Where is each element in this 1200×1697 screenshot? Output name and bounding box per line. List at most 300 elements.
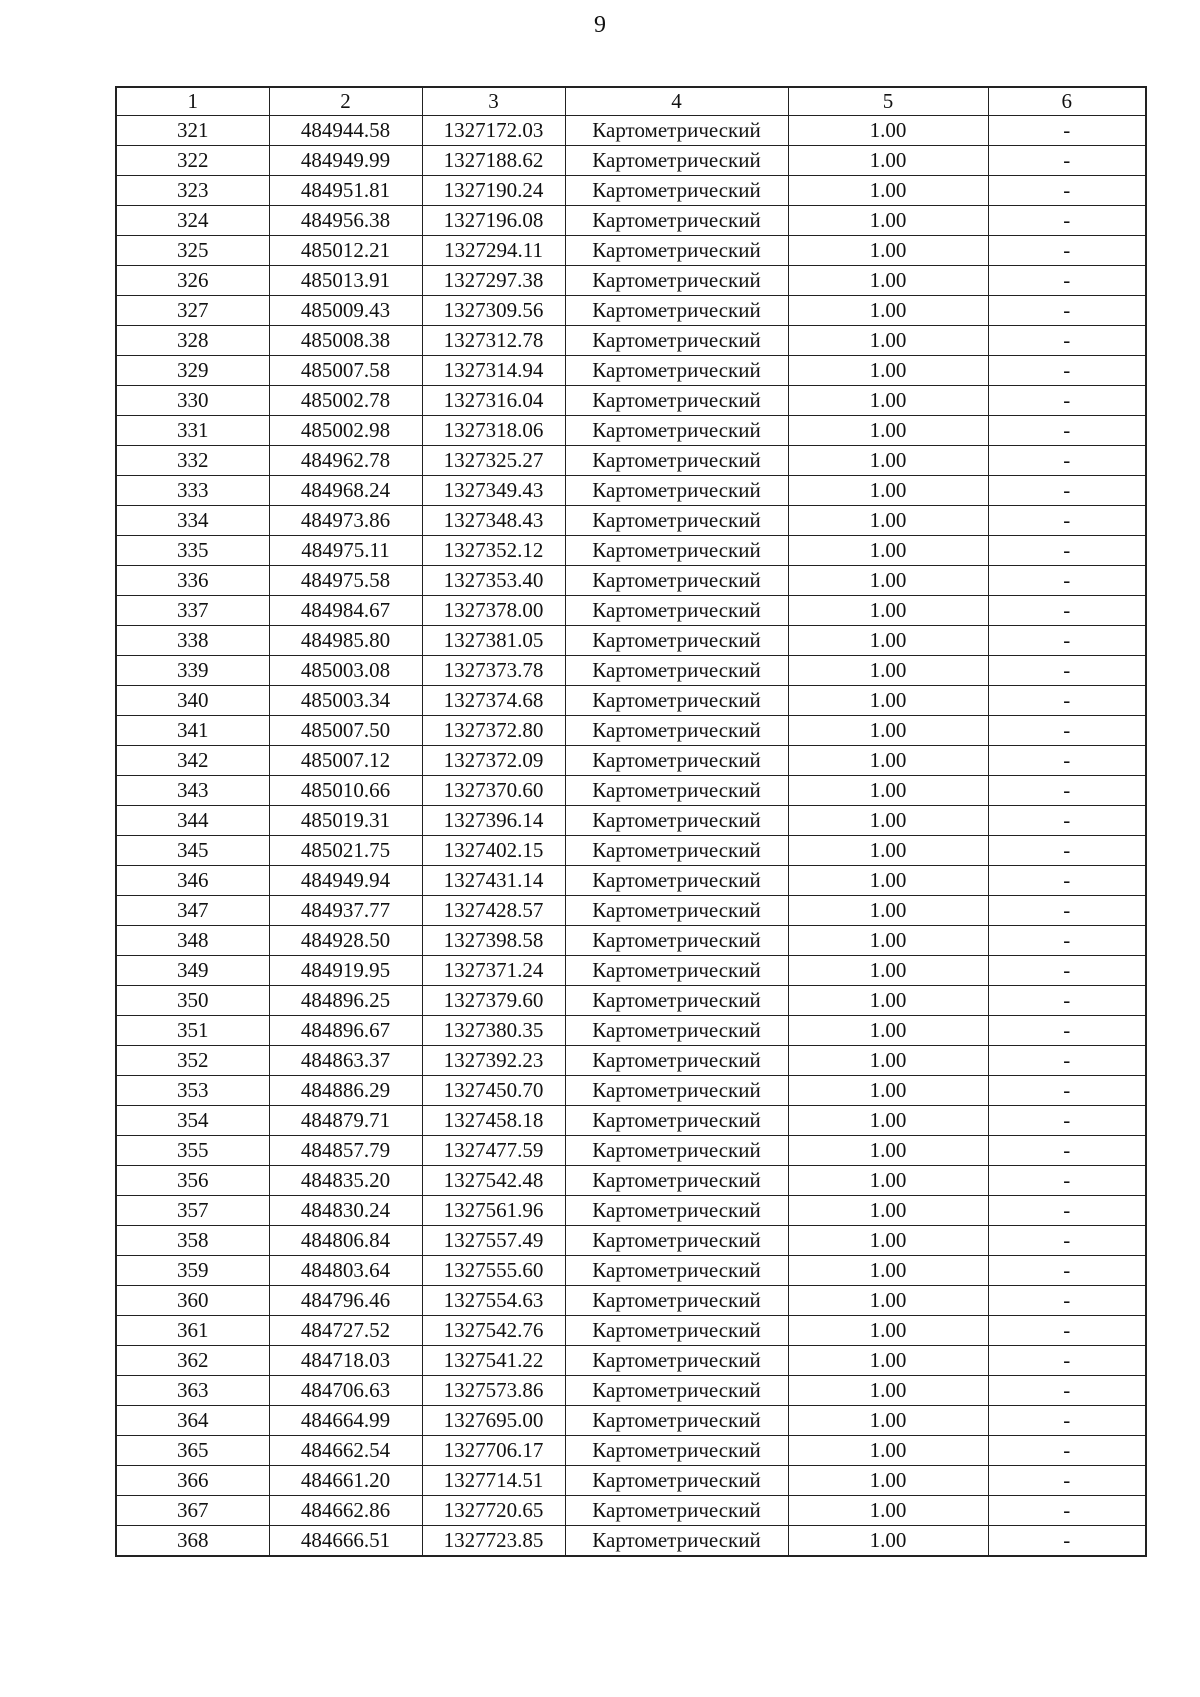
method-cell: Картометрический — [565, 476, 788, 506]
method-cell: Картометрический — [565, 536, 788, 566]
table-row — [116, 836, 1146, 866]
note-cell: - — [988, 146, 1146, 176]
note-cell: - — [988, 986, 1146, 1016]
method-cell: Картометрический — [565, 326, 788, 356]
accuracy-cell: 1.00 — [788, 1346, 988, 1376]
table-row — [116, 326, 1146, 356]
note-cell: - — [988, 626, 1146, 656]
method-cell: Картометрический — [565, 1106, 788, 1136]
accuracy-cell: 1.00 — [788, 716, 988, 746]
accuracy-cell: 1.00 — [788, 1166, 988, 1196]
table-row — [116, 596, 1146, 626]
x-coordinate-cell: 484803.64 — [269, 1256, 422, 1286]
y-coordinate-cell: 1327714.51 — [422, 1466, 565, 1496]
note-cell: - — [988, 1256, 1146, 1286]
x-coordinate-cell: 484666.51 — [269, 1526, 422, 1557]
method-cell: Картометрический — [565, 836, 788, 866]
method-cell: Картометрический — [565, 1436, 788, 1466]
y-coordinate-cell: 1327349.43 — [422, 476, 565, 506]
y-coordinate-cell: 1327392.23 — [422, 1046, 565, 1076]
x-coordinate-cell: 484896.67 — [269, 1016, 422, 1046]
table-row — [116, 176, 1146, 206]
method-cell: Картометрический — [565, 896, 788, 926]
table-row — [116, 686, 1146, 716]
table-row — [116, 1376, 1146, 1406]
point-number-cell: 336 — [116, 566, 269, 596]
x-coordinate-cell: 484718.03 — [269, 1346, 422, 1376]
point-number-cell: 357 — [116, 1196, 269, 1226]
accuracy-cell: 1.00 — [788, 1226, 988, 1256]
note-cell: - — [988, 446, 1146, 476]
x-coordinate-cell: 485003.08 — [269, 656, 422, 686]
method-cell: Картометрический — [565, 206, 788, 236]
accuracy-cell: 1.00 — [788, 206, 988, 236]
note-cell: - — [988, 536, 1146, 566]
note-cell: - — [988, 176, 1146, 206]
point-number-cell: 342 — [116, 746, 269, 776]
table-row — [116, 206, 1146, 236]
table-row — [116, 626, 1146, 656]
method-cell: Картометрический — [565, 926, 788, 956]
method-cell: Картометрический — [565, 1346, 788, 1376]
point-number-cell: 350 — [116, 986, 269, 1016]
note-cell: - — [988, 776, 1146, 806]
accuracy-cell: 1.00 — [788, 416, 988, 446]
note-cell: - — [988, 1466, 1146, 1496]
note-cell: - — [988, 866, 1146, 896]
method-cell: Картометрический — [565, 596, 788, 626]
point-number-cell: 347 — [116, 896, 269, 926]
x-coordinate-cell: 484949.99 — [269, 146, 422, 176]
coordinates-table — [115, 86, 1147, 1557]
column-header: 2 — [269, 87, 422, 116]
accuracy-cell: 1.00 — [788, 1496, 988, 1526]
x-coordinate-cell: 484664.99 — [269, 1406, 422, 1436]
method-cell: Картометрический — [565, 1526, 788, 1557]
table-row — [116, 806, 1146, 836]
accuracy-cell: 1.00 — [788, 1076, 988, 1106]
point-number-cell: 334 — [116, 506, 269, 536]
table-row — [116, 236, 1146, 266]
table-row — [116, 1406, 1146, 1436]
point-number-cell: 349 — [116, 956, 269, 986]
point-number-cell: 331 — [116, 416, 269, 446]
point-number-cell: 324 — [116, 206, 269, 236]
accuracy-cell: 1.00 — [788, 1106, 988, 1136]
method-cell: Картометрический — [565, 1226, 788, 1256]
x-coordinate-cell: 485021.75 — [269, 836, 422, 866]
note-cell: - — [988, 1046, 1146, 1076]
x-coordinate-cell: 484968.24 — [269, 476, 422, 506]
point-number-cell: 330 — [116, 386, 269, 416]
method-cell: Картометрический — [565, 806, 788, 836]
y-coordinate-cell: 1327309.56 — [422, 296, 565, 326]
table-row — [116, 866, 1146, 896]
method-cell: Картометрический — [565, 986, 788, 1016]
accuracy-cell: 1.00 — [788, 266, 988, 296]
note-cell: - — [988, 326, 1146, 356]
y-coordinate-cell: 1327557.49 — [422, 1226, 565, 1256]
y-coordinate-cell: 1327381.05 — [422, 626, 565, 656]
table-row — [116, 386, 1146, 416]
table-row — [116, 1046, 1146, 1076]
point-number-cell: 332 — [116, 446, 269, 476]
method-cell: Картометрический — [565, 1316, 788, 1346]
table-row — [116, 146, 1146, 176]
method-cell: Картометрический — [565, 176, 788, 206]
x-coordinate-cell: 484706.63 — [269, 1376, 422, 1406]
y-coordinate-cell: 1327561.96 — [422, 1196, 565, 1226]
accuracy-cell: 1.00 — [788, 1436, 988, 1466]
y-coordinate-cell: 1327402.15 — [422, 836, 565, 866]
note-cell: - — [988, 1376, 1146, 1406]
x-coordinate-cell: 485003.34 — [269, 686, 422, 716]
accuracy-cell: 1.00 — [788, 1046, 988, 1076]
point-number-cell: 361 — [116, 1316, 269, 1346]
x-coordinate-cell: 484944.58 — [269, 116, 422, 146]
table-row — [116, 1286, 1146, 1316]
x-coordinate-cell: 485009.43 — [269, 296, 422, 326]
method-cell: Картометрический — [565, 116, 788, 146]
note-cell: - — [988, 1196, 1146, 1226]
y-coordinate-cell: 1327555.60 — [422, 1256, 565, 1286]
point-number-cell: 352 — [116, 1046, 269, 1076]
y-coordinate-cell: 1327318.06 — [422, 416, 565, 446]
accuracy-cell: 1.00 — [788, 1016, 988, 1046]
y-coordinate-cell: 1327353.40 — [422, 566, 565, 596]
note-cell: - — [988, 746, 1146, 776]
x-coordinate-cell: 485007.58 — [269, 356, 422, 386]
method-cell: Картометрический — [565, 1136, 788, 1166]
point-number-cell: 326 — [116, 266, 269, 296]
accuracy-cell: 1.00 — [788, 386, 988, 416]
point-number-cell: 366 — [116, 1466, 269, 1496]
y-coordinate-cell: 1327720.65 — [422, 1496, 565, 1526]
note-cell: - — [988, 1076, 1146, 1106]
point-number-cell: 348 — [116, 926, 269, 956]
page-number: 9 — [594, 12, 606, 38]
x-coordinate-cell: 484937.77 — [269, 896, 422, 926]
method-cell: Картометрический — [565, 686, 788, 716]
note-cell: - — [988, 656, 1146, 686]
point-number-cell: 359 — [116, 1256, 269, 1286]
column-header: 6 — [988, 87, 1146, 116]
accuracy-cell: 1.00 — [788, 476, 988, 506]
x-coordinate-cell: 484661.20 — [269, 1466, 422, 1496]
table-row — [116, 1346, 1146, 1376]
point-number-cell: 351 — [116, 1016, 269, 1046]
table-row — [116, 1496, 1146, 1526]
method-cell: Картометрический — [565, 1406, 788, 1436]
note-cell: - — [988, 1166, 1146, 1196]
point-number-cell: 368 — [116, 1526, 269, 1557]
point-number-cell: 333 — [116, 476, 269, 506]
accuracy-cell: 1.00 — [788, 566, 988, 596]
note-cell: - — [988, 806, 1146, 836]
x-coordinate-cell: 485002.98 — [269, 416, 422, 446]
table-row — [116, 1436, 1146, 1466]
x-coordinate-cell: 484928.50 — [269, 926, 422, 956]
point-number-cell: 344 — [116, 806, 269, 836]
note-cell: - — [988, 1526, 1146, 1557]
method-cell: Картометрический — [565, 356, 788, 386]
point-number-cell: 346 — [116, 866, 269, 896]
point-number-cell: 321 — [116, 116, 269, 146]
column-header: 5 — [788, 87, 988, 116]
point-number-cell: 339 — [116, 656, 269, 686]
note-cell: - — [988, 596, 1146, 626]
method-cell: Картометрический — [565, 1076, 788, 1106]
point-number-cell: 325 — [116, 236, 269, 266]
note-cell: - — [988, 266, 1146, 296]
accuracy-cell: 1.00 — [788, 1406, 988, 1436]
y-coordinate-cell: 1327371.24 — [422, 956, 565, 986]
table-row — [116, 356, 1146, 386]
y-coordinate-cell: 1327380.35 — [422, 1016, 565, 1046]
table-row — [116, 1076, 1146, 1106]
point-number-cell: 343 — [116, 776, 269, 806]
y-coordinate-cell: 1327450.70 — [422, 1076, 565, 1106]
accuracy-cell: 1.00 — [788, 446, 988, 476]
y-coordinate-cell: 1327695.00 — [422, 1406, 565, 1436]
point-number-cell: 354 — [116, 1106, 269, 1136]
table-row — [116, 116, 1146, 146]
accuracy-cell: 1.00 — [788, 146, 988, 176]
method-cell: Картометрический — [565, 506, 788, 536]
accuracy-cell: 1.00 — [788, 1316, 988, 1346]
x-coordinate-cell: 484727.52 — [269, 1316, 422, 1346]
y-coordinate-cell: 1327554.63 — [422, 1286, 565, 1316]
x-coordinate-cell: 484984.67 — [269, 596, 422, 626]
note-cell: - — [988, 1016, 1146, 1046]
note-cell: - — [988, 386, 1146, 416]
note-cell: - — [988, 1406, 1146, 1436]
table-row — [116, 896, 1146, 926]
note-cell: - — [988, 236, 1146, 266]
accuracy-cell: 1.00 — [788, 746, 988, 776]
table-row — [116, 656, 1146, 686]
note-cell: - — [988, 206, 1146, 236]
table-row — [116, 536, 1146, 566]
note-cell: - — [988, 1226, 1146, 1256]
note-cell: - — [988, 416, 1146, 446]
point-number-cell: 355 — [116, 1136, 269, 1166]
y-coordinate-cell: 1327312.78 — [422, 326, 565, 356]
point-number-cell: 362 — [116, 1346, 269, 1376]
method-cell: Картометрический — [565, 1166, 788, 1196]
accuracy-cell: 1.00 — [788, 956, 988, 986]
method-cell: Картометрический — [565, 1196, 788, 1226]
point-number-cell: 337 — [116, 596, 269, 626]
accuracy-cell: 1.00 — [788, 866, 988, 896]
x-coordinate-cell: 484949.94 — [269, 866, 422, 896]
note-cell: - — [988, 1346, 1146, 1376]
column-header: 3 — [422, 87, 565, 116]
note-cell: - — [988, 1106, 1146, 1136]
accuracy-cell: 1.00 — [788, 1196, 988, 1226]
x-coordinate-cell: 485010.66 — [269, 776, 422, 806]
method-cell: Картометрический — [565, 746, 788, 776]
x-coordinate-cell: 484951.81 — [269, 176, 422, 206]
point-number-cell: 335 — [116, 536, 269, 566]
table-row — [116, 746, 1146, 776]
x-coordinate-cell: 484796.46 — [269, 1286, 422, 1316]
y-coordinate-cell: 1327370.60 — [422, 776, 565, 806]
y-coordinate-cell: 1327172.03 — [422, 116, 565, 146]
y-coordinate-cell: 1327294.11 — [422, 236, 565, 266]
method-cell: Картометрический — [565, 1256, 788, 1286]
y-coordinate-cell: 1327542.48 — [422, 1166, 565, 1196]
x-coordinate-cell: 484806.84 — [269, 1226, 422, 1256]
method-cell: Картометрический — [565, 1496, 788, 1526]
table-row — [116, 1106, 1146, 1136]
y-coordinate-cell: 1327316.04 — [422, 386, 565, 416]
table-row — [116, 1166, 1146, 1196]
accuracy-cell: 1.00 — [788, 236, 988, 266]
table-row — [116, 1196, 1146, 1226]
y-coordinate-cell: 1327398.58 — [422, 926, 565, 956]
note-cell: - — [988, 1436, 1146, 1466]
accuracy-cell: 1.00 — [788, 296, 988, 326]
y-coordinate-cell: 1327373.78 — [422, 656, 565, 686]
x-coordinate-cell: 484896.25 — [269, 986, 422, 1016]
table-row — [116, 776, 1146, 806]
point-number-cell: 345 — [116, 836, 269, 866]
x-coordinate-cell: 485013.91 — [269, 266, 422, 296]
point-number-cell: 327 — [116, 296, 269, 326]
note-cell: - — [988, 686, 1146, 716]
method-cell: Картометрический — [565, 956, 788, 986]
y-coordinate-cell: 1327297.38 — [422, 266, 565, 296]
x-coordinate-cell: 485007.12 — [269, 746, 422, 776]
accuracy-cell: 1.00 — [788, 1136, 988, 1166]
method-cell: Картометрический — [565, 1286, 788, 1316]
table-row — [116, 296, 1146, 326]
x-coordinate-cell: 484662.86 — [269, 1496, 422, 1526]
y-coordinate-cell: 1327477.59 — [422, 1136, 565, 1166]
y-coordinate-cell: 1327428.57 — [422, 896, 565, 926]
point-number-cell: 360 — [116, 1286, 269, 1316]
x-coordinate-cell: 484857.79 — [269, 1136, 422, 1166]
note-cell: - — [988, 1496, 1146, 1526]
column-header: 4 — [565, 87, 788, 116]
note-cell: - — [988, 896, 1146, 926]
y-coordinate-cell: 1327378.00 — [422, 596, 565, 626]
table-row — [116, 986, 1146, 1016]
point-number-cell: 341 — [116, 716, 269, 746]
y-coordinate-cell: 1327372.80 — [422, 716, 565, 746]
method-cell: Картометрический — [565, 1466, 788, 1496]
note-cell: - — [988, 506, 1146, 536]
note-cell: - — [988, 356, 1146, 386]
accuracy-cell: 1.00 — [788, 1376, 988, 1406]
note-cell: - — [988, 116, 1146, 146]
note-cell: - — [988, 716, 1146, 746]
note-cell: - — [988, 926, 1146, 956]
y-coordinate-cell: 1327374.68 — [422, 686, 565, 716]
y-coordinate-cell: 1327352.12 — [422, 536, 565, 566]
x-coordinate-cell: 484973.86 — [269, 506, 422, 536]
method-cell: Картометрический — [565, 566, 788, 596]
x-coordinate-cell: 485007.50 — [269, 716, 422, 746]
point-number-cell: 322 — [116, 146, 269, 176]
accuracy-cell: 1.00 — [788, 986, 988, 1016]
x-coordinate-cell: 484662.54 — [269, 1436, 422, 1466]
column-header: 1 — [116, 87, 269, 116]
note-cell: - — [988, 476, 1146, 506]
method-cell: Картометрический — [565, 1376, 788, 1406]
method-cell: Картометрический — [565, 266, 788, 296]
y-coordinate-cell: 1327190.24 — [422, 176, 565, 206]
table-header-row — [116, 87, 1146, 116]
x-coordinate-cell: 484835.20 — [269, 1166, 422, 1196]
note-cell: - — [988, 1136, 1146, 1166]
x-coordinate-cell: 484962.78 — [269, 446, 422, 476]
table-row — [116, 716, 1146, 746]
accuracy-cell: 1.00 — [788, 626, 988, 656]
method-cell: Картометрический — [565, 1016, 788, 1046]
accuracy-cell: 1.00 — [788, 536, 988, 566]
point-number-cell: 353 — [116, 1076, 269, 1106]
point-number-cell: 338 — [116, 626, 269, 656]
x-coordinate-cell: 485019.31 — [269, 806, 422, 836]
method-cell: Картометрический — [565, 626, 788, 656]
note-cell: - — [988, 1286, 1146, 1316]
note-cell: - — [988, 836, 1146, 866]
point-number-cell: 323 — [116, 176, 269, 206]
table-row — [116, 1526, 1146, 1557]
note-cell: - — [988, 566, 1146, 596]
note-cell: - — [988, 956, 1146, 986]
table-row — [116, 1316, 1146, 1346]
accuracy-cell: 1.00 — [788, 176, 988, 206]
method-cell: Картометрический — [565, 236, 788, 266]
table-row — [116, 506, 1146, 536]
note-cell: - — [988, 296, 1146, 326]
method-cell: Картометрический — [565, 146, 788, 176]
y-coordinate-cell: 1327325.27 — [422, 446, 565, 476]
point-number-cell: 367 — [116, 1496, 269, 1526]
y-coordinate-cell: 1327542.76 — [422, 1316, 565, 1346]
accuracy-cell: 1.00 — [788, 776, 988, 806]
y-coordinate-cell: 1327379.60 — [422, 986, 565, 1016]
y-coordinate-cell: 1327188.62 — [422, 146, 565, 176]
method-cell: Картометрический — [565, 386, 788, 416]
table-row — [116, 1466, 1146, 1496]
method-cell: Картометрический — [565, 1046, 788, 1076]
table-row — [116, 1136, 1146, 1166]
table-row — [116, 956, 1146, 986]
x-coordinate-cell: 484985.80 — [269, 626, 422, 656]
point-number-cell: 363 — [116, 1376, 269, 1406]
x-coordinate-cell: 484919.95 — [269, 956, 422, 986]
point-number-cell: 356 — [116, 1166, 269, 1196]
accuracy-cell: 1.00 — [788, 356, 988, 386]
y-coordinate-cell: 1327723.85 — [422, 1526, 565, 1557]
table-row — [116, 416, 1146, 446]
accuracy-cell: 1.00 — [788, 836, 988, 866]
accuracy-cell: 1.00 — [788, 326, 988, 356]
accuracy-cell: 1.00 — [788, 1466, 988, 1496]
table-row — [116, 1256, 1146, 1286]
accuracy-cell: 1.00 — [788, 506, 988, 536]
accuracy-cell: 1.00 — [788, 806, 988, 836]
method-cell: Картометрический — [565, 776, 788, 806]
point-number-cell: 358 — [116, 1226, 269, 1256]
y-coordinate-cell: 1327573.86 — [422, 1376, 565, 1406]
y-coordinate-cell: 1327372.09 — [422, 746, 565, 776]
x-coordinate-cell: 484863.37 — [269, 1046, 422, 1076]
